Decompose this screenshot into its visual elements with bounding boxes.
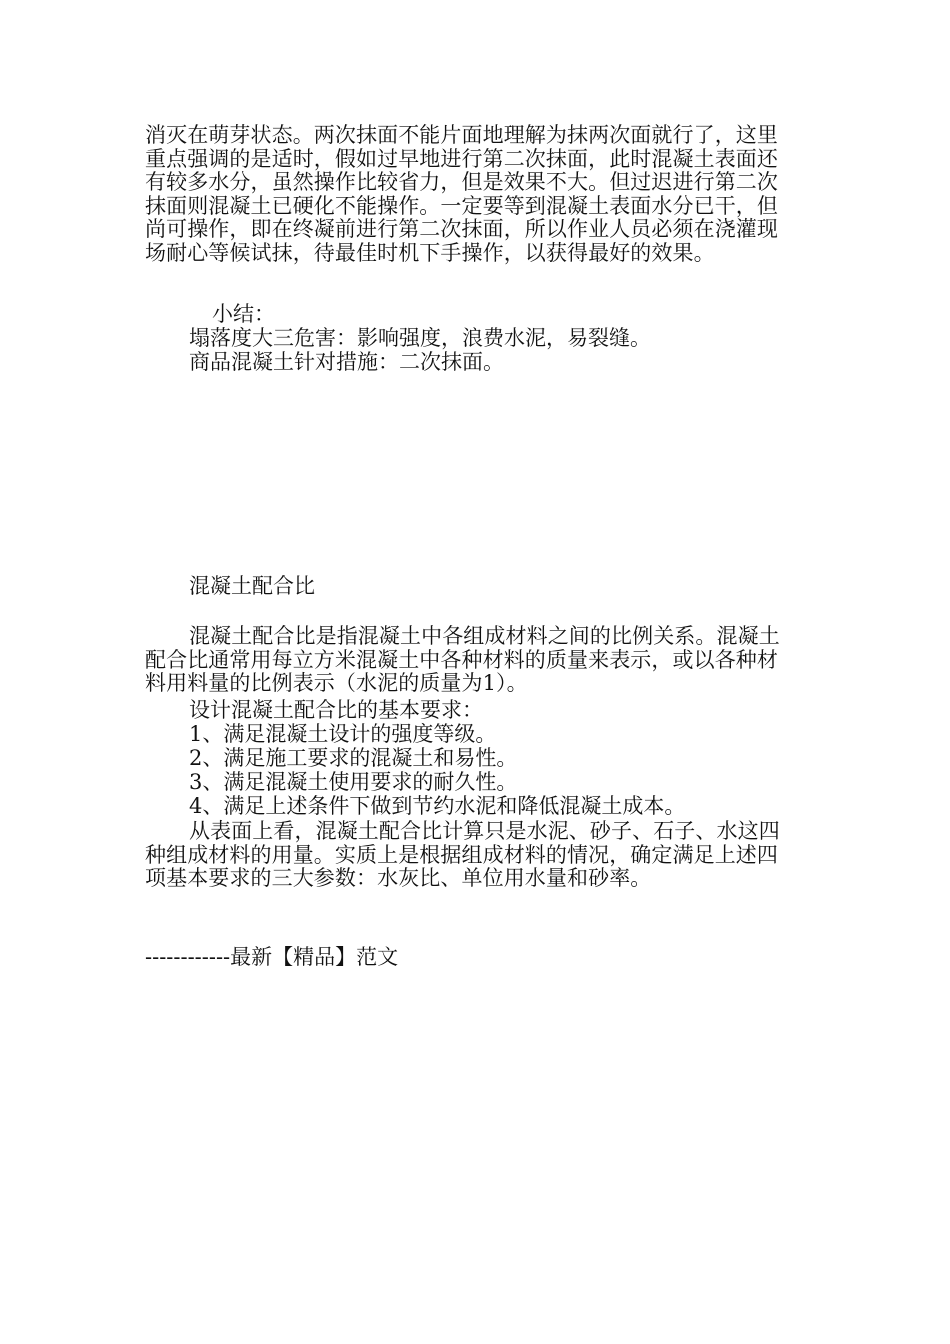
- summary-line-slump-hazards: 塌落度大三危害：影响强度，浪费水泥，易裂缝。: [189, 326, 651, 350]
- section-title: 混凝土配合比: [189, 574, 315, 598]
- footer-note: ------------最新【精品】范文: [145, 945, 399, 969]
- requirement-item-4: 4、满足上述条件下做到节约水泥和降低混凝土成本。: [189, 794, 686, 818]
- requirements-intro: 设计混凝土配合比的基本要求：: [189, 698, 483, 722]
- paragraph-mix-calculation: 从表面上看，混凝土配合比计算只是水泥、砂子、石子、水这四种组成材料的用量。实质上是根据组成材料的情况，确定满足上述四项基本要求的三大参数：水灰比、单位用水量和砂率。: [145, 819, 780, 891]
- requirement-item-2: 2、满足施工要求的混凝土和易性。: [189, 746, 518, 770]
- paragraph-mix-ratio-definition: 混凝土配合比是指混凝土中各组成材料之间的比例关系。混凝土配合比通常用每立方米混凝土中各种材料的质量来表示，或以各种材料用料量的比例表示（水泥的质量为1）。: [145, 624, 780, 696]
- requirement-item-1: 1、满足混凝土设计的强度等级。: [189, 722, 497, 746]
- summary-label: 小结：: [212, 302, 275, 326]
- paragraph-plastering: 消灭在萌芽状态。两次抹面不能片面地理解为抹两次面就行了，这里重点强调的是适时，假如过早地进行第二次抹面，此时混凝土表面还有较多水分，虽然操作比较省力，但是效果不大。但过迟进行第二次抹面则混凝土已硬化不能操作。一定要等到混凝土表面水分已干，但尚可操作，即在终凝前进行第二次抹面，所以作业人员必须在浇灌现场耐心等候试抹，待最佳时机下手操作，以获得最好的效果。: [145, 123, 778, 265]
- requirement-item-3: 3、满足混凝土使用要求的耐久性。: [189, 770, 518, 794]
- summary-line-measures: 商品混凝土针对措施：二次抹面。: [189, 350, 504, 374]
